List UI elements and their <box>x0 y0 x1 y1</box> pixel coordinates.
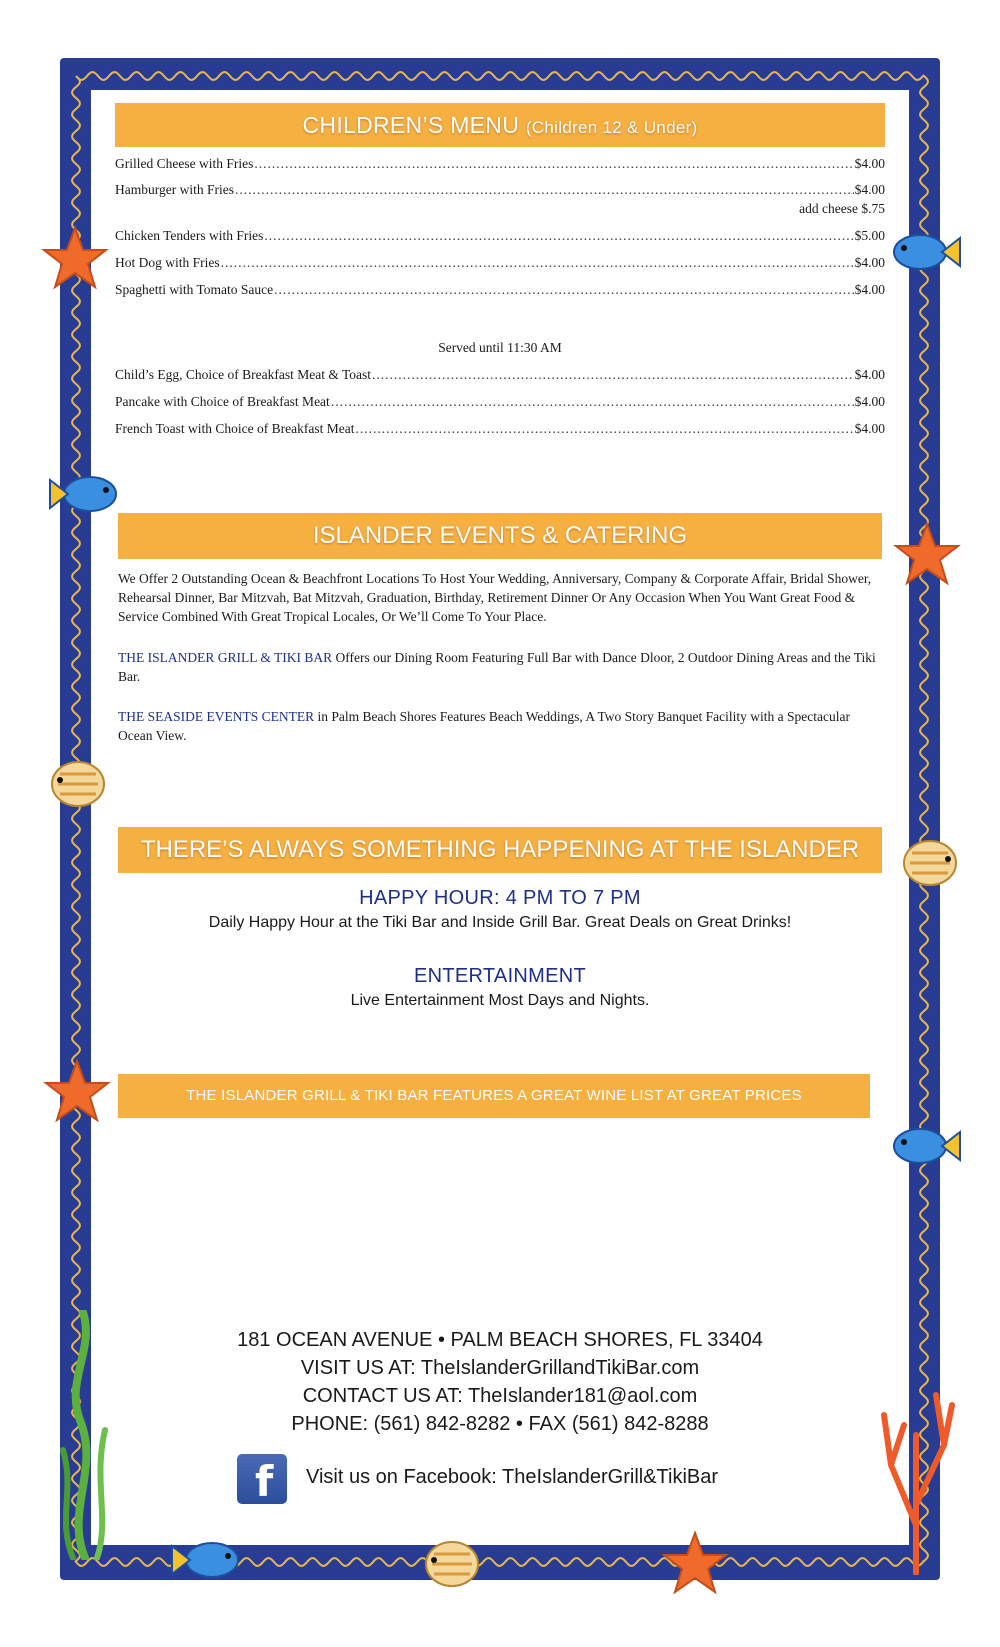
facebook-icon[interactable] <box>237 1454 287 1504</box>
happy-hour-text: Daily Happy Hour at the Tiki Bar and Inside Grill Bar. Great Deals on Great Drinks! <box>208 914 792 931</box>
menu-item-name: Child’s Egg, Choice of Breakfast Meat & Toast <box>115 367 372 382</box>
tropical-fish-icon <box>170 1536 242 1584</box>
entertainment-title: ENTERTAINMENT <box>413 965 587 987</box>
facebook-link[interactable]: Visit us on Facebook: TheIslanderGrill&TikiBar <box>306 1466 719 1488</box>
website-link[interactable]: VISIT US AT: TheIslanderGrillandTikiBar.com <box>300 1357 700 1379</box>
menu-item-name: Grilled Cheese with Fries <box>115 156 254 171</box>
coral-icon <box>876 1375 956 1575</box>
events-catering-header: ISLANDER EVENTS & CATERING <box>118 513 882 559</box>
happening-header: THERE’S ALWAYS SOMETHING HAPPENING AT THE ISLANDER <box>118 827 882 873</box>
breakfast-item <box>115 394 885 412</box>
wine-list-banner: THE ISLANDER GRILL & TIKI BAR FEATURES A GREAT WINE LIST AT GREAT PRICES <box>118 1074 870 1118</box>
served-until-note: Served until 11:30 AM <box>438 340 562 355</box>
grill-description <box>118 648 878 686</box>
childrens-menu-subtitle: (Children 12 & Under) <box>525 118 698 137</box>
menu-item-name: French Toast with Choice of Breakfast Meat <box>115 421 355 436</box>
menu-item-name: Chicken Tenders with Fries <box>115 228 264 243</box>
seaside-description <box>118 707 878 745</box>
childrens-menu-header <box>115 103 885 147</box>
address-line: 181 OCEAN AVENUE • PALM BEACH SHORES, FL 33404 <box>237 1329 763 1351</box>
menu-item-name: Hot Dog with Fries <box>115 255 220 270</box>
menu-item-price: $4.00 <box>854 421 885 436</box>
entertainment-section <box>118 965 882 1010</box>
seaside-name: THE SEASIDE EVENTS CENTER <box>118 709 315 724</box>
menu-item-price: $4.00 <box>854 255 885 270</box>
menu-item-name: Pancake with Choice of Breakfast Meat <box>115 394 330 409</box>
butterflyfish-icon <box>420 1536 484 1592</box>
starfish-icon <box>660 1530 730 1600</box>
tropical-fish-icon <box>890 1122 962 1170</box>
seaweed-icon <box>55 1310 115 1560</box>
menu-item-price: $4.00 <box>854 394 885 409</box>
starfish-icon <box>40 225 110 295</box>
tropical-fish-icon <box>890 228 962 276</box>
happy-hour-title: HAPPY HOUR: 4 PM TO 7 PM <box>359 887 641 909</box>
menu-item-price: $4.00 <box>854 156 885 171</box>
contact-footer <box>150 1326 850 1438</box>
email-link[interactable]: CONTACT US AT: TheIslander181@aol.com <box>302 1385 698 1407</box>
menu-item <box>115 182 885 200</box>
butterflyfish-icon <box>46 756 110 812</box>
butterflyfish-icon <box>898 835 962 891</box>
menu-item-price: $5.00 <box>854 228 885 243</box>
breakfast-item <box>115 367 885 385</box>
add-cheese-note: add cheese $.75 <box>799 201 885 216</box>
facebook-letter: f <box>255 1457 274 1506</box>
menu-item-name: Spaghetti with Tomato Sauce <box>115 282 274 297</box>
menu-item-price: $4.00 <box>854 182 885 197</box>
tropical-fish-icon <box>48 470 120 518</box>
seaside-text: in Palm Beach Shores Features Beach Weddings, A Two Story Banquet Facility with a Spectacular Ocean View. <box>118 709 850 743</box>
childrens-menu-title: CHILDREN’S MENU <box>302 112 520 138</box>
menu-item-name: Hamburger with Fries <box>115 182 234 197</box>
starfish-icon <box>42 1058 112 1128</box>
menu-item <box>115 255 885 273</box>
events-intro-text: We Offer 2 Outstanding Ocean & Beachfront Locations To Host Your Wedding, Anniversary, Company & Corporate Affair, Bridal Shower, Rehearsal Dinner, Bar Mitzvah, Bat Mitzvah, Graduation, Birthday, Retirement Dinner Or Any Occasion When You Want Great Food & Service Combined With Great Tropical Locales, Or We’ll Come To Your Place. <box>118 571 872 624</box>
breakfast-item <box>115 421 885 439</box>
menu-item <box>115 228 885 246</box>
grill-text: Offers our Dining Room Featuring Full Bar with Dance Dloor, 2 Outdoor Dining Areas and the Tiki Bar. <box>118 650 876 684</box>
menu-item <box>115 282 885 300</box>
phone-line: PHONE: (561) 842-8282 • FAX (561) 842-8288 <box>291 1413 709 1435</box>
entertainment-text: Live Entertainment Most Days and Nights. <box>350 992 650 1009</box>
menu-item <box>115 156 885 174</box>
starfish-icon <box>892 521 962 591</box>
menu-item-price: $4.00 <box>854 367 885 382</box>
happy-hour-section <box>118 887 882 932</box>
grill-name: THE ISLANDER GRILL & TIKI BAR <box>118 650 333 665</box>
menu-item-price: $4.00 <box>854 282 885 297</box>
